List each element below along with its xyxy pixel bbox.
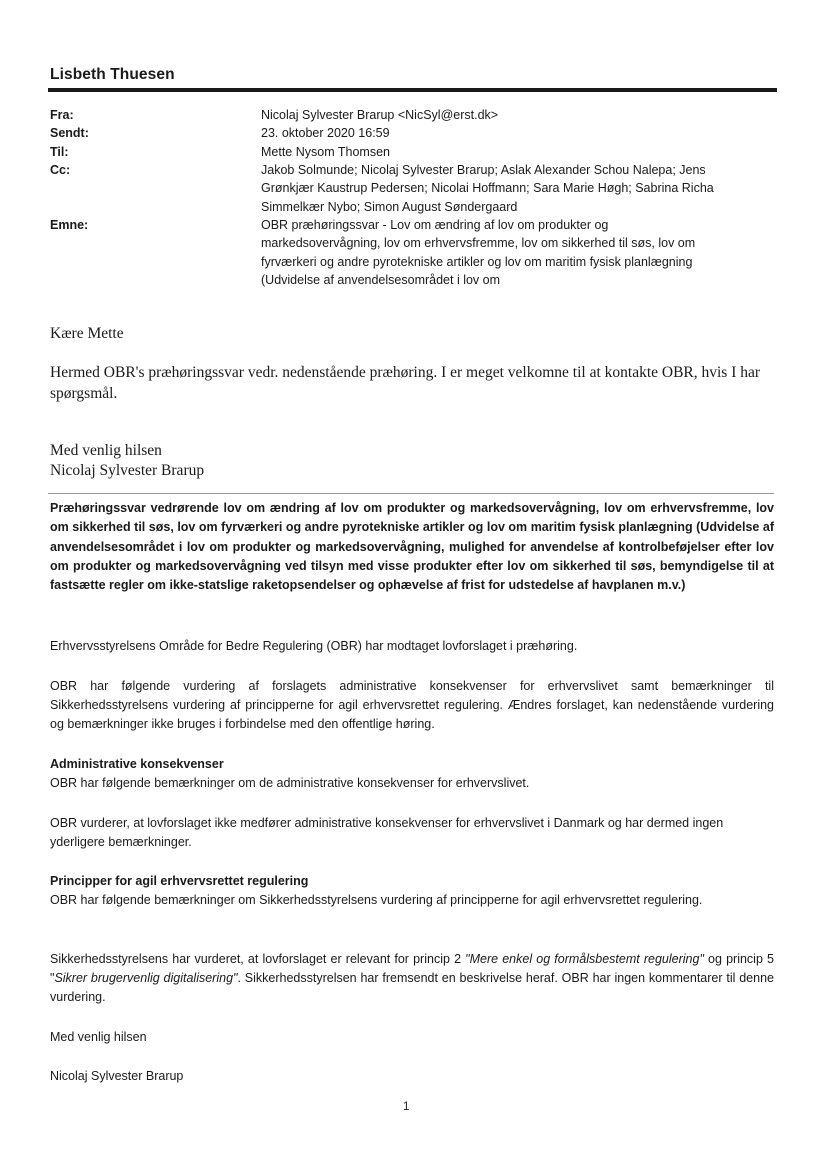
to-label: Til: [50,145,69,159]
section-heading: Administrative konsekvenser [50,757,224,771]
from-label: Fra: [50,108,74,122]
mailbox-owner-name: Lisbeth Thuesen [50,66,175,83]
p6-quote-principle-5: Sikrer brugervenlig digitalisering" [54,971,238,986]
page-number: 1 [403,1101,410,1113]
memo-signoff-name: Nicolaj Sylvester Brarup [50,1069,184,1083]
subject-line: (Udvidelse af anvendelsesområdet i lov om [261,272,501,287]
section-text: OBR har følgende bemærkninger om de administrative konsekvenser for erhvervslivet. [50,776,530,791]
p6-text: Sikkerhedsstyrelsens har vurderet, at lovforslaget er relevant for princip 2 [50,952,466,966]
greeting: Kære Mette [50,325,124,342]
separator-rule [48,493,774,494]
memo-signoff-phrase: Med venlig hilsen [50,1030,147,1044]
sent-value: 23. oktober 2020 16:59 [261,126,390,140]
p6-quote-principle-2: "Mere enkel og formålsbestemt regulering" [465,952,704,966]
signoff-name: Nicolaj Sylvester Brarup [50,462,205,479]
subject-line: fyrværkeri og andre pyrotekniske artikler og lov om maritim fysisk planlægning [261,254,693,269]
subject-line: markedsovervågning, lov om erhvervsfremme, lov om sikkerhed til søs, lov om [261,236,696,251]
memo-title: Præhøringssvar vedrørende lov om ændring af lov om produkter og markedsovervågning, lov om erhvervsfremme, lov om sikkerhed til søs, lov om fyrværkeri og andre pyrotekniske artikler og lov om maritim fysisk planlægning (Udvidelse af anvendelsesområdet i lov om produkter og markedsovervågning, mulighed for anvendelse af kontrolbeføjelser efter lov om produkter og markedsovervågning ved tilsyn med visse produkter efter lov om sikkerhed til søs, bemyndigelse til at fastsætte regler om ikke-statslige raketopsendelser og ophævelse af frist for udstedelse af havplanen m.v.) [50,501,774,593]
sent-label: Sendt: [50,126,89,140]
memo-paragraph-1: Erhvervsstyrelsens Område for Bedre Regulering (OBR) har modtaget lovforslaget i præhøring. [50,639,578,653]
section-text: OBR har følgende bemærkninger om Sikkerhedsstyrelsens vurdering af principperne for agil erhvervsrettet regulering. [50,893,703,908]
cc-value [261,161,780,216]
to-value: Mette Nysom Thomsen [261,145,390,159]
cc-label: Cc: [50,163,71,177]
memo-paragraph-4: OBR vurderer, at lovforslaget ikke medfører administrative konsekvenser for erhvervslivet i Danmark og har dermed ingen yderligere bemærkninger. [50,816,724,850]
memo-paragraph-6 [50,950,774,1008]
signoff-phrase: Med venlig hilsen [50,442,162,459]
section-administrative [50,755,774,793]
from-value: Nicolaj Sylvester Brarup <NicSyl@erst.dk> [261,108,499,122]
subject-line: OBR præhøringssvar - Lov om ændring af lov om produkter og [261,218,609,232]
memo-paragraph-2: OBR har følgende vurdering af forslagets administrative konsekvenser for erhvervslivet samt bemærkninger til Sikkerhedsstyrelsens vurdering af principperne for agil erhvervsrettet regulering. Ændres forslaget, kan nedenstående vurdering og bemærkninger ikke bruges i forbindelse med den offentlige høring. [50,679,774,732]
header-rule [48,88,777,92]
section-agil-regulering [50,872,774,910]
cc-line: Simmelkær Nybo; Simon August Søndergaard [261,199,518,214]
email-signoff [50,441,204,481]
cc-line: Jakob Solmunde; Nicolaj Sylvester Brarup; Aslak Alexander Schou Nalepa; Jens [261,163,706,177]
cc-line: Grønkjær Kaustrup Pedersen; Nicolai Hoffmann; Sara Marie Høgh; Sabrina Richa [261,181,714,196]
subject-value [261,216,780,289]
section-heading: Principper for agil erhvervsrettet regulering [50,874,309,888]
subject-label: Emne: [50,218,89,232]
p6-text: og princip 5 " [50,952,774,986]
p6-text: . Sikkerhedsstyrelsen har fremsendt en beskrivelse heraf. OBR har ingen kommentarer til denne vurdering. [50,971,774,1005]
intro-text: Hermed OBR's præhøringssvar vedr. nedenstående præhøring. I er meget velkomne til at kontakte OBR, hvis I har spørgsmål. [50,364,761,402]
